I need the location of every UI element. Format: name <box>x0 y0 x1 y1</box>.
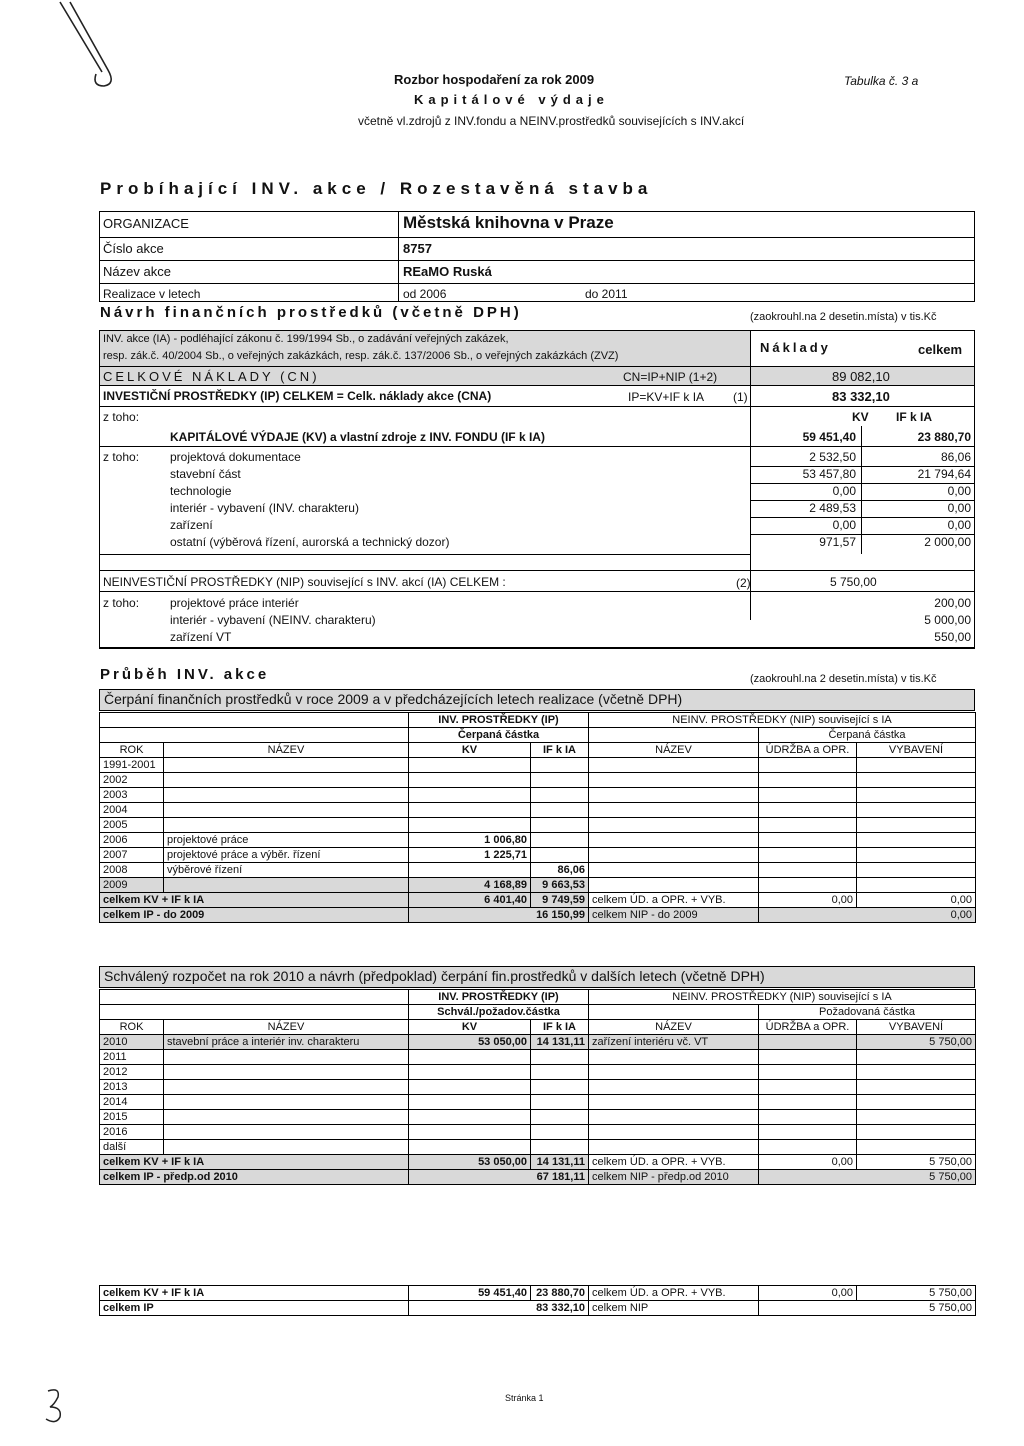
nazev-header: NÁZEV <box>164 743 409 758</box>
sum-if: 9 749,59 <box>531 893 589 908</box>
row-kv <box>409 803 531 818</box>
row-kv <box>409 788 531 803</box>
sum-vyb: 0,00 <box>857 893 976 908</box>
row-ud <box>759 863 857 878</box>
row-if <box>531 833 589 848</box>
row-nip-name <box>589 833 759 848</box>
nip-header: NEINV. PROSTŘEDKY (NIP) související s IA <box>589 990 976 1005</box>
row-nip-name <box>589 1140 759 1155</box>
row-year: 2013 <box>100 1080 164 1095</box>
row-year: 2003 <box>100 788 164 803</box>
row-ud <box>759 1080 857 1095</box>
total-kv: 59 451,40 <box>409 1286 531 1301</box>
sum2-label: celkem IP - do 2009 <box>100 908 409 923</box>
cost-item-if: 0,00 <box>947 484 971 498</box>
row-year: 2010 <box>100 1035 164 1050</box>
row-nip-name: zařízení interiéru vč. VT <box>589 1035 759 1050</box>
row-year: 2015 <box>100 1110 164 1125</box>
row-vyb <box>857 848 976 863</box>
cost-item-kv: 53 457,80 <box>802 467 856 481</box>
report-title: Rozbor hospodaření za rok 2009 <box>394 72 595 87</box>
total2-label: celkem IP <box>100 1301 409 1316</box>
report-subtitle: Kapitálové výdaje <box>414 92 609 107</box>
row-if <box>531 818 589 833</box>
row-ud <box>759 848 857 863</box>
row-name <box>164 788 409 803</box>
amount-header: Schvál./požadov.částka <box>409 1005 589 1020</box>
row-kv: 1 006,80 <box>409 833 531 848</box>
sum-nip-label: celkem ÚD. a OPR. + VYB. <box>589 893 759 908</box>
grid <box>99 1285 976 1316</box>
row-nip-name <box>589 1050 759 1065</box>
row-ud <box>759 788 857 803</box>
sum2-nip-label: celkem NIP - předp.od 2010 <box>589 1170 759 1185</box>
row-ud <box>759 1095 857 1110</box>
table-cell <box>100 1005 409 1020</box>
row-name <box>164 1065 409 1080</box>
row-ud <box>759 803 857 818</box>
vybaveni-header: VYBAVENÍ <box>857 743 976 758</box>
row-if <box>531 773 589 788</box>
action-name-label: Název akce <box>103 264 171 279</box>
realization-to: do 2011 <box>585 287 628 301</box>
row-kv: 53 050,00 <box>409 1035 531 1050</box>
row-if: 9 663,53 <box>531 878 589 893</box>
nip-header: NEINV. PROSTŘEDKY (NIP) související s IA <box>589 713 976 728</box>
row-year: 2016 <box>100 1125 164 1140</box>
row-year: 2012 <box>100 1065 164 1080</box>
kv-header: KV <box>409 1020 531 1035</box>
ip-label: INVESTIČNÍ PROSTŘEDKY (IP) CELKEM = Celk. náklady akce (CNA) <box>103 389 492 403</box>
row-name <box>164 758 409 773</box>
row-name <box>164 1125 409 1140</box>
row-year: 2007 <box>100 848 164 863</box>
total-if: 23 880,70 <box>531 1286 589 1301</box>
row-ud <box>759 1140 857 1155</box>
row-vyb <box>857 1125 976 1140</box>
realization-label: Realizace v letech <box>103 287 201 301</box>
inv-line-2: resp. zák.č. 40/2004 Sb., o veřejných zakázkách, resp. zák.č. 137/2006 Sb., o veřejných zakázkách (ZVZ) <box>103 350 619 362</box>
row-name <box>164 818 409 833</box>
nazev-header: NÁZEV <box>164 1020 409 1035</box>
cost-item-if: 86,06 <box>940 450 971 464</box>
row-if <box>531 1140 589 1155</box>
row-year: další <box>100 1140 164 1155</box>
row-kv: 1 225,71 <box>409 848 531 863</box>
row-vyb <box>857 1065 976 1080</box>
total2-nip-label: celkem NIP <box>589 1301 759 1316</box>
cost-item-name: interiér - vybavení (INV. charakteru) <box>170 501 359 515</box>
progress-rounding: (zaokrouhl.na 2 desetin.místa) v tis.Kč <box>750 673 937 685</box>
table-cell <box>589 1005 759 1020</box>
row-name <box>164 1080 409 1095</box>
row-if <box>531 1110 589 1125</box>
cost-item-if: 21 794,64 <box>917 467 971 481</box>
table-cell <box>100 713 409 728</box>
row-ud <box>759 1110 857 1125</box>
section-title: Probíhající INV. akce / Rozestavěná stavba <box>100 179 653 198</box>
handwritten-mark <box>20 0 130 90</box>
row-year: 2004 <box>100 803 164 818</box>
rok-header: ROK <box>100 1020 164 1035</box>
row-kv <box>409 773 531 788</box>
nip-num: (2) <box>736 576 751 590</box>
row-if <box>531 1050 589 1065</box>
row-ud <box>759 1065 857 1080</box>
total-nip-label: celkem ÚD. a OPR. + VYB. <box>589 1286 759 1301</box>
row-kv <box>409 1140 531 1155</box>
ip-header: INV. PROSTŘEDKY (IP) <box>409 713 589 728</box>
row-kv <box>409 1065 531 1080</box>
cost-item-kv: 971,57 <box>819 535 856 549</box>
row-nip-name <box>589 788 759 803</box>
row-name <box>164 1095 409 1110</box>
row-nip-name <box>589 1110 759 1125</box>
total2-nip-value: 5 750,00 <box>759 1301 976 1316</box>
rok-header: ROK <box>100 743 164 758</box>
table-cell <box>100 728 409 743</box>
if-total: 23 880,70 <box>917 430 971 444</box>
cost-item-if: 2 000,00 <box>924 535 971 549</box>
row-ud <box>759 1035 857 1050</box>
row-name: výběrové řízení <box>164 863 409 878</box>
table-cell <box>589 728 759 743</box>
realization-from: od 2006 <box>403 287 447 301</box>
row-year: 2009 <box>100 878 164 893</box>
if-header: IF k IA <box>531 743 589 758</box>
sum-kv: 53 050,00 <box>409 1155 531 1170</box>
row-if <box>531 803 589 818</box>
cost-item-name: technologie <box>170 484 232 498</box>
row-ud <box>759 758 857 773</box>
grid <box>99 712 976 923</box>
sum-ud: 0,00 <box>759 893 857 908</box>
nip-item-name: interiér - vybavení (NEINV. charakteru) <box>170 613 376 627</box>
row-nip-name <box>589 878 759 893</box>
org-value: Městská knihovna v Praze <box>403 213 614 232</box>
cost-item-if: 0,00 <box>947 518 971 532</box>
kv-head: KV <box>852 410 869 424</box>
cost-item-if: 0,00 <box>947 501 971 515</box>
row-ud <box>759 1125 857 1140</box>
nip-label: NEINVESTIČNÍ PROSTŘEDKY (NIP) související s INV. akcí (IA) CELKEM : <box>103 575 506 589</box>
row-vyb <box>857 1140 976 1155</box>
row-vyb <box>857 878 976 893</box>
celkem-label: celkem <box>918 342 963 357</box>
cost-item-name: stavební část <box>170 467 241 481</box>
budget-box-title-text: Schválený rozpočet na rok 2010 a návrh (předpoklad) čerpání fin.prostředků v dalších letech (včetně DPH) <box>104 968 765 984</box>
row-name <box>164 803 409 818</box>
ip-value: 83 332,10 <box>832 389 890 404</box>
vybaveni-header: VYBAVENÍ <box>857 1020 976 1035</box>
naklady-label: Náklady <box>760 340 831 355</box>
sum2-label: celkem IP - předp.od 2010 <box>100 1170 409 1185</box>
row-nip-name <box>589 848 759 863</box>
row-if: 86,06 <box>531 863 589 878</box>
row-nip-name <box>589 773 759 788</box>
row-ud <box>759 818 857 833</box>
row-vyb: 5 750,00 <box>857 1035 976 1050</box>
row-kv <box>409 1080 531 1095</box>
row-kv <box>409 1095 531 1110</box>
row-year: 2014 <box>100 1095 164 1110</box>
if-head: IF k IA <box>896 410 933 424</box>
sum-ud: 0,00 <box>759 1155 857 1170</box>
sum-label: celkem KV + IF k IA <box>100 893 409 908</box>
amount-header: Čerpaná částka <box>409 728 589 743</box>
row-kv <box>409 1050 531 1065</box>
total-vyb: 5 750,00 <box>857 1286 976 1301</box>
sum-kv: 6 401,40 <box>409 893 531 908</box>
row-year: 2006 <box>100 833 164 848</box>
row-nip-name <box>589 1080 759 1095</box>
cost-item-name: zařízení <box>170 518 213 532</box>
row-year: 2008 <box>100 863 164 878</box>
report-note: včetně vl.zdrojů z INV.fondu a NEINV.prostředků souvisejících s INV.akcí <box>358 114 745 128</box>
table-label: Tabulka č. 3 a <box>844 74 919 88</box>
sum2-nip-value: 5 750,00 <box>759 1170 976 1185</box>
cost-item-name: projektová dokumentace <box>170 450 301 464</box>
row-vyb <box>857 773 976 788</box>
row-nip-name <box>589 818 759 833</box>
amount-header-nip: Čerpaná částka <box>759 728 976 743</box>
row-ud <box>759 878 857 893</box>
nazev2-header: NÁZEV <box>589 743 759 758</box>
total2-value: 83 332,10 <box>409 1301 589 1316</box>
row-name <box>164 1110 409 1125</box>
nip-item-value: 550,00 <box>934 630 971 644</box>
row-nip-name <box>589 803 759 818</box>
sum-if: 14 131,11 <box>531 1155 589 1170</box>
z-toho-items-label: z toho: <box>103 450 140 464</box>
udrzba-header: ÚDRŽBA a OPR. <box>759 743 857 758</box>
cost-item-name: ostatní (výběrová řízení, aurorská a technický dozor) <box>170 535 450 549</box>
action-number-value: 8757 <box>403 241 432 256</box>
sum-label: celkem KV + IF k IA <box>100 1155 409 1170</box>
nazev2-header: NÁZEV <box>589 1020 759 1035</box>
sum2-value: 67 181,11 <box>409 1170 589 1185</box>
row-vyb <box>857 1110 976 1125</box>
row-if <box>531 848 589 863</box>
row-kv <box>409 1110 531 1125</box>
kv-header: KV <box>409 743 531 758</box>
row-ud <box>759 773 857 788</box>
row-nip-name <box>589 1125 759 1140</box>
kv-label: KAPITÁLOVÉ VÝDAJE (KV) a vlastní zdroje z INV. FONDU (IF k IA) <box>170 430 545 444</box>
row-vyb <box>857 803 976 818</box>
row-vyb <box>857 1050 976 1065</box>
sum-nip-label: celkem ÚD. a OPR. + VYB. <box>589 1155 759 1170</box>
row-if <box>531 1080 589 1095</box>
cost-item-kv: 0,00 <box>832 518 856 532</box>
finance-rounding: (zaokrouhl.na 2 desetin.místa) v tis.Kč <box>750 311 937 323</box>
nip-item-name: projektové práce interiér <box>170 596 299 610</box>
total-ud: 0,00 <box>759 1286 857 1301</box>
if-header: IF k IA <box>531 1020 589 1035</box>
row-vyb <box>857 788 976 803</box>
row-if <box>531 1125 589 1140</box>
row-if: 14 131,11 <box>531 1035 589 1050</box>
row-kv <box>409 758 531 773</box>
z-toho-label: z toho: <box>103 410 140 424</box>
row-ud <box>759 833 857 848</box>
row-name <box>164 773 409 788</box>
sum2-nip-label: celkem NIP - do 2009 <box>589 908 759 923</box>
row-year: 1991-2001 <box>100 758 164 773</box>
cost-item-kv: 2 532,50 <box>809 450 856 464</box>
ip-num: (1) <box>733 390 748 404</box>
row-vyb <box>857 818 976 833</box>
ip-header: INV. PROSTŘEDKY (IP) <box>409 990 589 1005</box>
row-name <box>164 1140 409 1155</box>
row-name: stavební práce a interiér inv. charakteru <box>164 1035 409 1050</box>
row-year: 2011 <box>100 1050 164 1065</box>
cost-item-kv: 0,00 <box>832 484 856 498</box>
row-if <box>531 1065 589 1080</box>
row-if <box>531 1095 589 1110</box>
row-vyb <box>857 1080 976 1095</box>
row-kv: 4 168,89 <box>409 878 531 893</box>
row-year: 2002 <box>100 773 164 788</box>
row-ud <box>759 1050 857 1065</box>
row-vyb <box>857 863 976 878</box>
progress-title: Průběh INV. akce <box>100 666 270 683</box>
cn-formula: CN=IP+NIP (1+2) <box>623 370 718 384</box>
total-label: celkem KV + IF k IA <box>100 1286 409 1301</box>
sum-vyb: 5 750,00 <box>857 1155 976 1170</box>
row-kv <box>409 818 531 833</box>
cn-label: CELKOVÉ NÁKLADY (CN) <box>103 369 320 384</box>
nip-item-value: 200,00 <box>934 596 971 610</box>
row-if <box>531 758 589 773</box>
row-year: 2005 <box>100 818 164 833</box>
finance-title: Návrh finančních prostředků (včetně DPH) <box>100 304 522 321</box>
row-name: projektové práce <box>164 833 409 848</box>
row-vyb <box>857 1095 976 1110</box>
row-nip-name <box>589 1065 759 1080</box>
cost-item-kv: 2 489,53 <box>809 501 856 515</box>
progress-box-title-text: Čerpání finančních prostředků v roce 2009 a v předcházejících letech realizace (včetně DPH) <box>104 691 683 707</box>
row-nip-name <box>589 1095 759 1110</box>
row-nip-name <box>589 758 759 773</box>
nip-item-value: 5 000,00 <box>924 613 971 627</box>
cn-value: 89 082,10 <box>832 369 890 384</box>
page-number: Stránka 1 <box>505 1393 544 1403</box>
action-number-label: Číslo akce <box>103 241 164 256</box>
amount-header-nip: Požadovaná částka <box>759 1005 976 1020</box>
handwritten-page-mark <box>42 1385 68 1425</box>
sum2-value: 16 150,99 <box>409 908 589 923</box>
nip-item-name: zařízení VT <box>170 630 232 644</box>
action-name-value: REaMO Ruská <box>403 264 492 279</box>
sum2-nip-value: 0,00 <box>759 908 976 923</box>
row-vyb <box>857 833 976 848</box>
table-cell <box>100 990 409 1005</box>
grid <box>99 989 976 1185</box>
row-name <box>164 878 409 893</box>
row-name: projektové práce a výběr. řízení <box>164 848 409 863</box>
nip-value: 5 750,00 <box>830 575 877 589</box>
row-kv <box>409 1125 531 1140</box>
org-label: ORGANIZACE <box>103 216 189 231</box>
row-name <box>164 1050 409 1065</box>
kv-total: 59 451,40 <box>802 430 856 444</box>
row-kv <box>409 863 531 878</box>
row-vyb <box>857 758 976 773</box>
z-toho-nip-label: z toho: <box>103 596 140 610</box>
ip-formula: IP=KV+IF k IA <box>628 390 705 404</box>
inv-line-1: INV. akce (IA) - podléhající zákonu č. 199/1994 Sb., o zadávání veřejných zakázek, <box>103 333 509 345</box>
udrzba-header: ÚDRŽBA a OPR. <box>759 1020 857 1035</box>
row-nip-name <box>589 863 759 878</box>
row-if <box>531 788 589 803</box>
